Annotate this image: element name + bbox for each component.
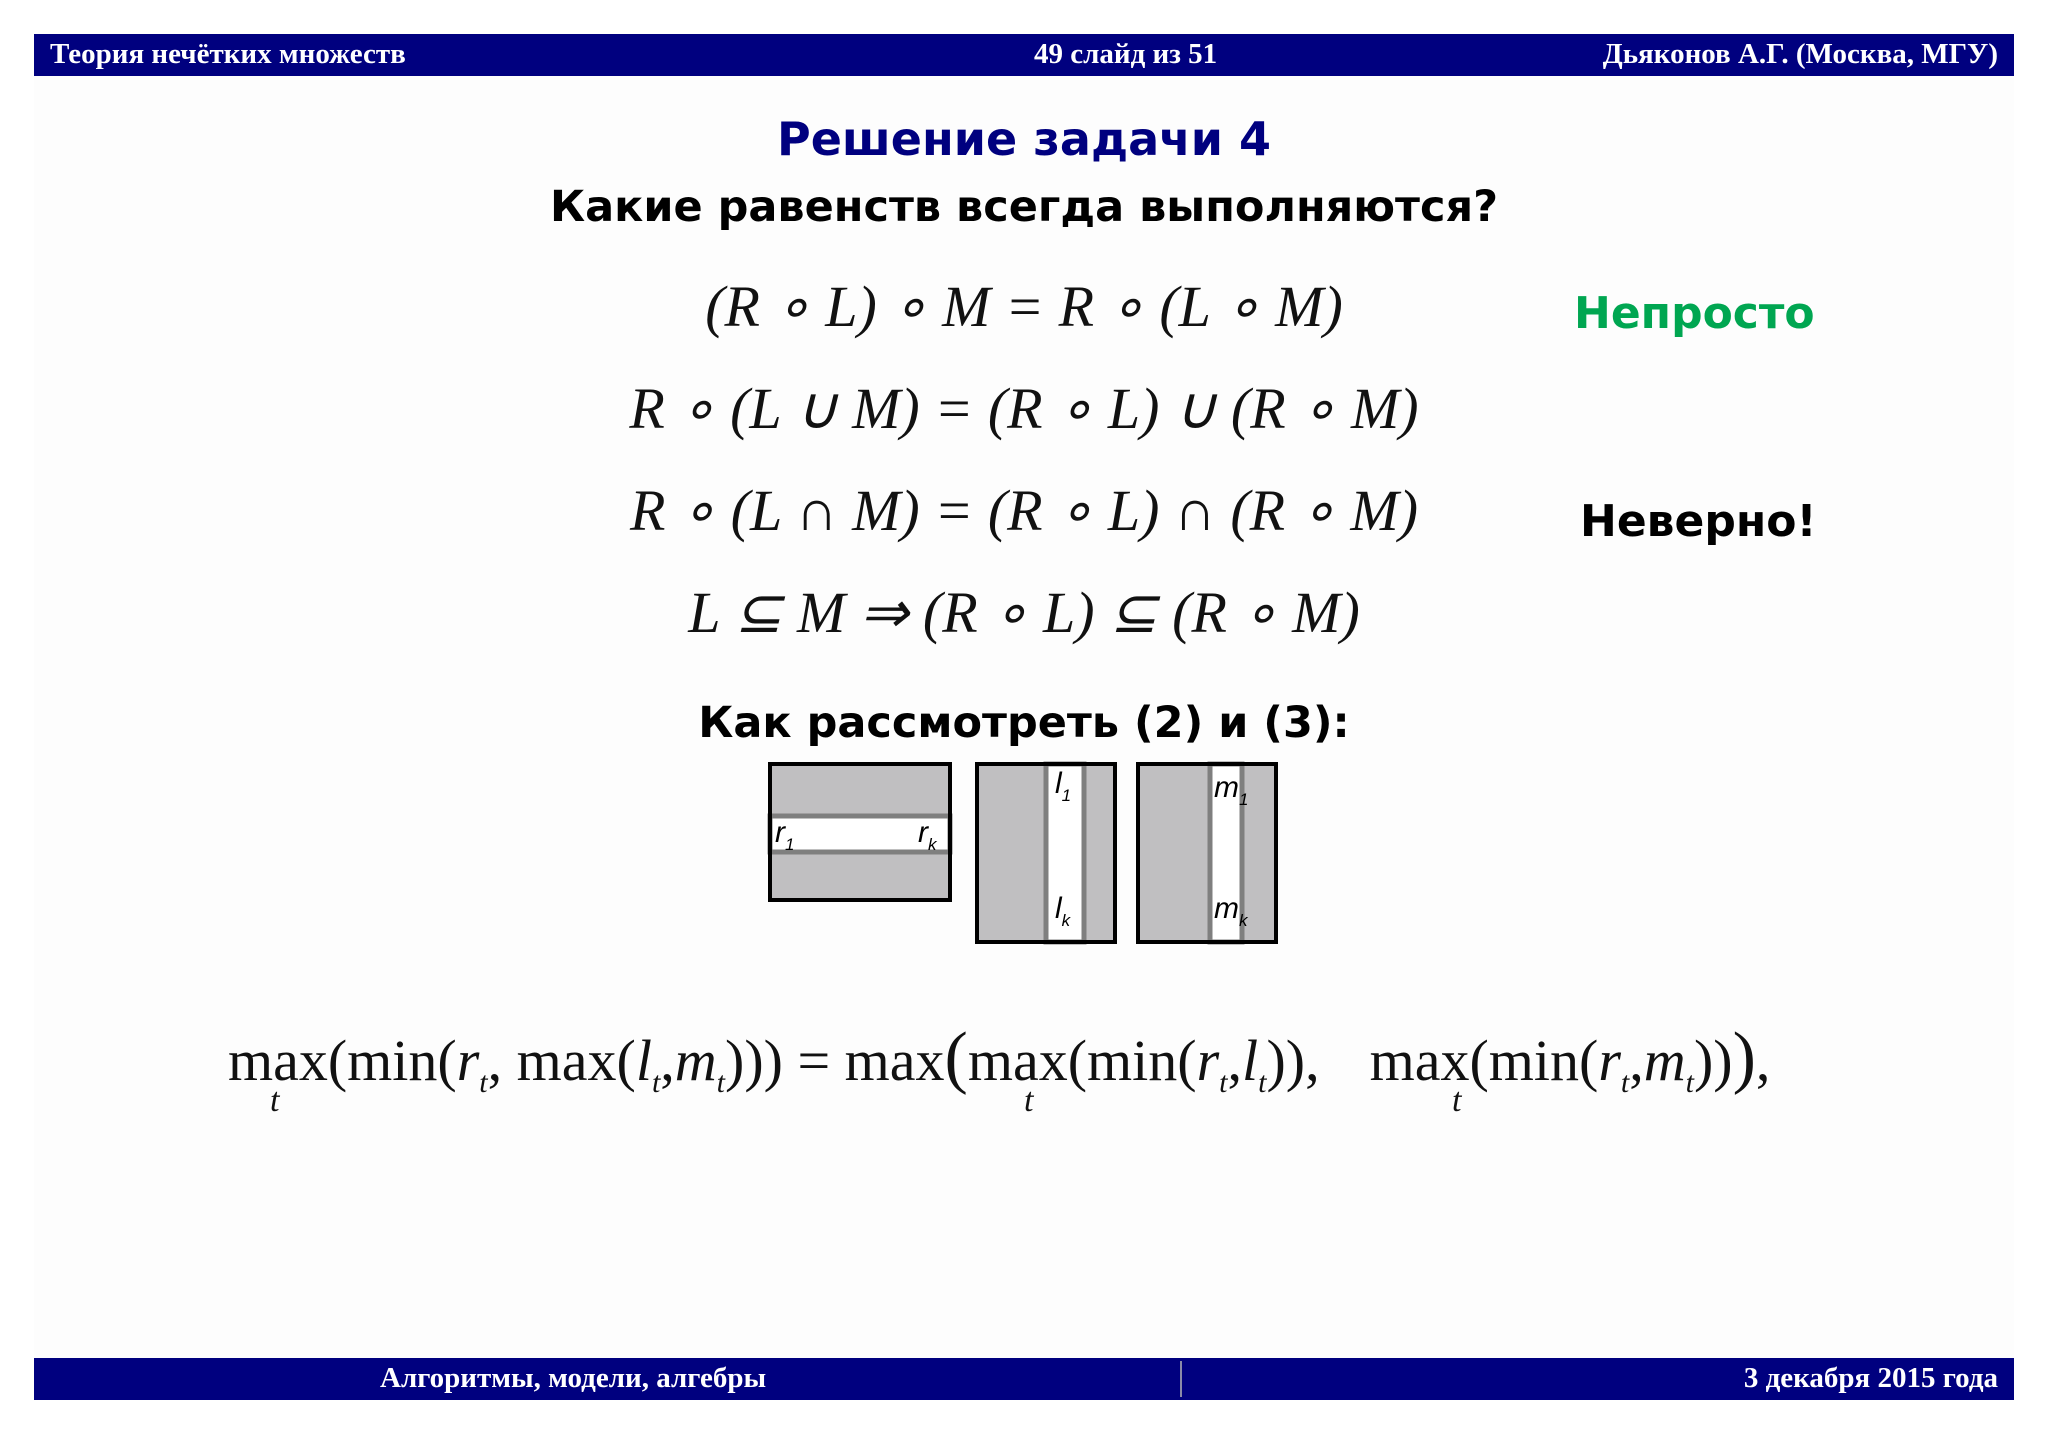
matrix-l (977, 764, 1115, 942)
header-author: Дьяконов А.Г. (Москва, МГУ) (1602, 38, 1998, 70)
slide-title: Решение задачи 4 (777, 112, 1271, 166)
footer-conference: Алгоритмы, модели, алгебры (380, 1362, 767, 1394)
label-l1: $l_1$ (1055, 767, 1072, 805)
header-slide-counter: 49 слайд из 51 (1034, 38, 1218, 70)
formula-union-distributivity: R ∘ (L ∪ M) = (R ∘ L) ∪ (R ∘ M) (629, 376, 1419, 441)
formula-monotonicity: L ⊆ M ⇒ (R ∘ L) ⊆ (R ∘ M) (688, 580, 1360, 645)
part2-max-subscript: t (1024, 1082, 1034, 1119)
header-course-title: Теория нечётких множеств (50, 38, 406, 70)
slide-subtitle: Какие равенств всегда выполняются? (549, 182, 1499, 232)
verdict-false: Неверно! (1580, 496, 1817, 547)
matrix-m (1138, 764, 1276, 942)
part2-max: max (967, 1028, 1068, 1093)
label-r1: $r_1$ (775, 816, 795, 854)
lhs-max-subscript: t (270, 1082, 280, 1119)
label-m1: $m_1$ (1214, 771, 1249, 809)
lhs-max: max (228, 1028, 328, 1093)
label-mk: $m_k$ (1214, 892, 1248, 930)
footer-divider (1180, 1361, 1182, 1397)
footer-date: 3 декабря 2015 года (1743, 1362, 1998, 1394)
part3-max: max (1369, 1028, 1470, 1093)
final-formula: $\max(\min(r_t$, $\max(l_t,m_t))) = \max(\max(\min(r_t,l_t))$, $\max(\min(r_t,m_t))$), (228, 1019, 1771, 1099)
footer-bar (34, 1358, 2014, 1400)
formula-intersection-distributivity: R ∘ (L ∩ M) = (R ∘ L) ∩ (R ∘ M) (629, 478, 1419, 543)
how-to-consider-heading: Как рассмотреть (2) и (3): (698, 698, 1350, 748)
verdict-not-simple: Непросто (1574, 288, 1815, 339)
label-lk: $l_k$ (1055, 892, 1071, 930)
part3-max-subscript: t (1452, 1082, 1462, 1119)
formula-associativity: (R ∘ L) ∘ M = R ∘ (L ∘ M) (705, 274, 1343, 339)
label-rk: $r_k$ (918, 816, 937, 854)
